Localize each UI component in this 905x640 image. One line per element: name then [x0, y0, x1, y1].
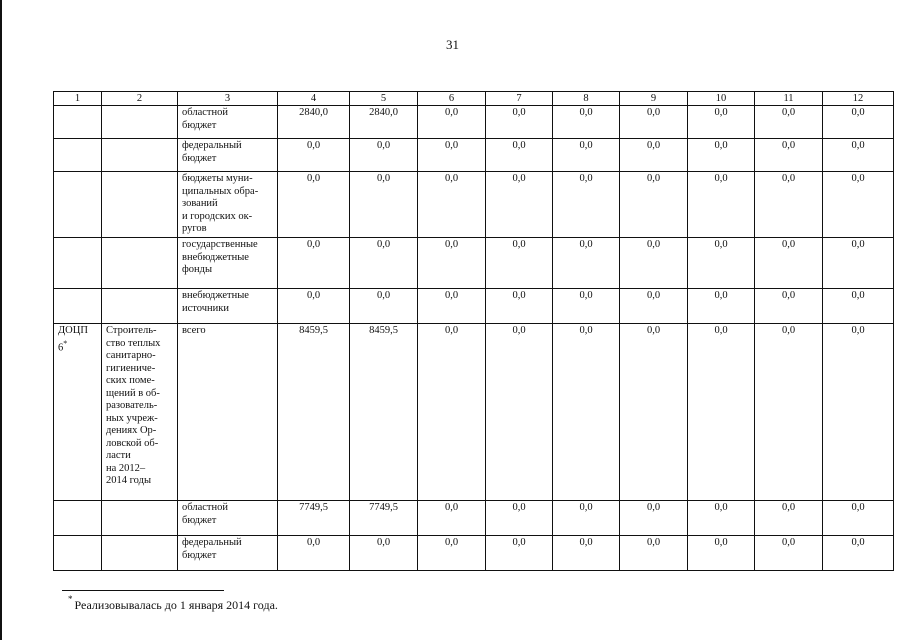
value-cell	[350, 501, 418, 536]
value-cell	[486, 139, 553, 172]
value-cell-text: 0,0	[512, 290, 526, 301]
value-cell	[350, 106, 418, 139]
value-cell-text: 0,0	[781, 107, 796, 118]
program-name-cell	[102, 172, 178, 238]
value-cell	[486, 324, 553, 501]
page-number: 31	[446, 37, 459, 52]
value-cell	[553, 106, 620, 139]
value-cell	[688, 172, 755, 238]
value-cell-text: 0,0	[646, 502, 661, 513]
program-name-cell-text: Строитель- ство теплых санитарно- гигиениче- ских поме- щений в об- разователь- ных учреж- дениях Ор- ловской об- ласти на 2012– 2014 годы	[106, 325, 161, 486]
value-cell	[278, 238, 350, 289]
value-cell	[620, 238, 688, 289]
value-cell	[553, 238, 620, 289]
column-header: 3	[178, 92, 278, 106]
value-cell	[823, 324, 894, 501]
value-cell-text: 0,0	[579, 140, 593, 151]
value-cell	[278, 501, 350, 536]
value-cell	[553, 139, 620, 172]
funding-source-cell	[178, 139, 278, 172]
column-header: 5	[350, 92, 418, 106]
value-cell	[688, 289, 755, 324]
value-cell	[553, 172, 620, 238]
value-cell-text: 0,0	[851, 502, 865, 513]
program-code-cell	[54, 536, 102, 571]
value-cell-text: 0,0	[714, 537, 728, 548]
value-cell-text: 0,0	[306, 239, 321, 250]
program-name-cell	[102, 536, 178, 571]
value-cell	[278, 106, 350, 139]
value-cell	[486, 172, 553, 238]
value-cell	[278, 536, 350, 571]
value-cell-text: 0,0	[646, 140, 661, 151]
value-cell	[418, 172, 486, 238]
column-header: 4	[278, 92, 350, 106]
funding-source-cell-text: всего	[182, 325, 206, 336]
value-cell	[688, 106, 755, 139]
column-header: 10	[688, 92, 755, 106]
value-cell	[755, 536, 823, 571]
value-cell-text: 0,0	[444, 502, 459, 513]
value-cell-text: 0,0	[512, 502, 526, 513]
value-cell-text: 0,0	[851, 107, 865, 118]
value-cell-text: 0,0	[781, 537, 796, 548]
value-cell-text: 8459,5	[369, 325, 398, 336]
value-cell	[823, 139, 894, 172]
column-header: 6	[418, 92, 486, 106]
table-header-row	[54, 92, 894, 106]
table-row	[54, 289, 894, 324]
funding-source-cell-text: государственные внебюджетные фонды	[182, 239, 258, 275]
value-cell-text: 0,0	[781, 239, 796, 250]
value-cell	[486, 289, 553, 324]
value-cell-text: 0,0	[444, 173, 459, 184]
funding-source-cell-text: областной бюджет	[182, 107, 228, 131]
value-cell	[688, 324, 755, 501]
value-cell-text: 0,0	[444, 107, 459, 118]
value-cell	[620, 172, 688, 238]
column-header: 1	[54, 92, 102, 106]
value-cell-text: 0,0	[851, 173, 865, 184]
value-cell-text: 0,0	[444, 290, 459, 301]
column-header: 8	[553, 92, 620, 106]
value-cell	[486, 238, 553, 289]
value-cell	[486, 501, 553, 536]
program-name-cell	[102, 289, 178, 324]
value-cell-text: 0,0	[376, 140, 391, 151]
program-code-cell	[54, 289, 102, 324]
value-cell	[553, 501, 620, 536]
value-cell-text: 0,0	[714, 290, 728, 301]
value-cell	[418, 536, 486, 571]
value-cell	[350, 238, 418, 289]
footnote-reference-marker: *	[63, 338, 68, 348]
value-cell-text: 0,0	[851, 290, 865, 301]
value-cell	[755, 289, 823, 324]
value-cell	[755, 172, 823, 238]
budget-table	[53, 91, 894, 571]
column-header: 9	[620, 92, 688, 106]
value-cell	[553, 324, 620, 501]
table-body	[54, 106, 894, 571]
value-cell	[755, 139, 823, 172]
funding-source-cell-text: внебюджетные источники	[182, 290, 249, 314]
value-cell-text: 0,0	[781, 290, 796, 301]
value-cell-text: 0,0	[512, 239, 526, 250]
value-cell-text: 0,0	[714, 239, 728, 250]
funding-source-cell	[178, 238, 278, 289]
table-row	[54, 324, 894, 501]
value-cell-text: 0,0	[444, 140, 459, 151]
footnote-text: Реализовывалась до 1 января 2014 года.	[74, 598, 278, 612]
program-name-cell	[102, 324, 178, 501]
value-cell-text: 0,0	[579, 325, 593, 336]
funding-source-cell	[178, 106, 278, 139]
table-row	[54, 172, 894, 238]
value-cell	[418, 501, 486, 536]
value-cell	[823, 238, 894, 289]
value-cell	[350, 536, 418, 571]
value-cell-text: 0,0	[376, 537, 391, 548]
value-cell	[620, 106, 688, 139]
program-code-cell	[54, 172, 102, 238]
value-cell	[620, 324, 688, 501]
value-cell-text: 0,0	[376, 239, 391, 250]
value-cell-text: 0,0	[444, 239, 459, 250]
value-cell-text: 0,0	[512, 325, 526, 336]
value-cell-text: 0,0	[781, 140, 796, 151]
value-cell-text: 0,0	[376, 173, 391, 184]
footnote	[68, 596, 278, 613]
value-cell-text: 0,0	[579, 537, 593, 548]
value-cell	[688, 238, 755, 289]
value-cell-text: 0,0	[851, 140, 865, 151]
program-name-cell	[102, 238, 178, 289]
footnote-divider	[62, 590, 224, 591]
value-cell	[620, 139, 688, 172]
table-row	[54, 139, 894, 172]
page-edge-line	[0, 0, 2, 640]
value-cell-text: 0,0	[306, 140, 321, 151]
value-cell	[418, 139, 486, 172]
program-code-cell	[54, 139, 102, 172]
value-cell	[278, 324, 350, 501]
value-cell	[418, 289, 486, 324]
value-cell	[350, 289, 418, 324]
program-code-cell	[54, 238, 102, 289]
value-cell	[755, 238, 823, 289]
table-row	[54, 106, 894, 139]
value-cell-text: 0,0	[444, 537, 459, 548]
funding-source-cell	[178, 501, 278, 536]
value-cell-text: 0,0	[376, 290, 391, 301]
funding-source-cell	[178, 172, 278, 238]
value-cell-text: 2840,0	[369, 107, 398, 118]
value-cell	[418, 324, 486, 501]
program-name-cell	[102, 501, 178, 536]
program-code-cell	[54, 324, 102, 501]
value-cell-text: 0,0	[646, 107, 661, 118]
program-code-cell-text: ДОЦП 6*	[58, 325, 88, 353]
value-cell	[278, 289, 350, 324]
value-cell-text: 0,0	[781, 502, 796, 513]
value-cell-text: 0,0	[646, 290, 661, 301]
column-header: 11	[755, 92, 823, 106]
value-cell	[350, 139, 418, 172]
footnote-marker: *	[68, 594, 73, 604]
value-cell	[688, 536, 755, 571]
value-cell	[553, 289, 620, 324]
funding-source-cell-text: бюджеты муни- ципальных обра- зований и городских ок- ругов	[182, 173, 259, 234]
value-cell-text: 0,0	[306, 173, 321, 184]
value-cell-text: 0,0	[781, 173, 796, 184]
value-cell	[823, 289, 894, 324]
column-header: 12	[823, 92, 894, 106]
value-cell	[278, 172, 350, 238]
value-cell-text: 0,0	[851, 239, 865, 250]
value-cell-text: 0,0	[646, 173, 661, 184]
program-code-cell	[54, 106, 102, 139]
value-cell-text: 0,0	[714, 325, 728, 336]
funding-source-cell-text: федеральный бюджет	[182, 537, 242, 561]
value-cell-text: 2840,0	[299, 107, 328, 118]
value-cell-text: 0,0	[714, 107, 728, 118]
value-cell-text: 0,0	[306, 290, 321, 301]
value-cell-text: 7749,5	[299, 502, 328, 513]
value-cell-text: 7749,5	[369, 502, 398, 513]
value-cell	[418, 106, 486, 139]
value-cell-text: 0,0	[646, 239, 661, 250]
value-cell	[620, 501, 688, 536]
value-cell	[418, 238, 486, 289]
funding-source-cell	[178, 536, 278, 571]
value-cell	[823, 501, 894, 536]
value-cell	[350, 172, 418, 238]
value-cell-text: 0,0	[579, 290, 593, 301]
value-cell	[553, 536, 620, 571]
value-cell-text: 0,0	[579, 173, 593, 184]
program-name-cell	[102, 106, 178, 139]
value-cell	[486, 536, 553, 571]
table-row	[54, 501, 894, 536]
value-cell	[823, 536, 894, 571]
value-cell	[755, 106, 823, 139]
value-cell-text: 0,0	[512, 173, 526, 184]
value-cell-text: 0,0	[781, 325, 796, 336]
value-cell	[620, 536, 688, 571]
value-cell	[823, 106, 894, 139]
funding-source-cell-text: областной бюджет	[182, 502, 228, 526]
value-cell-text: 0,0	[512, 140, 526, 151]
funding-source-cell-text: федеральный бюджет	[182, 140, 242, 164]
funding-source-cell	[178, 324, 278, 501]
value-cell-text: 8459,5	[299, 325, 328, 336]
value-cell	[278, 139, 350, 172]
value-cell-text: 0,0	[714, 502, 728, 513]
value-cell-text: 0,0	[512, 537, 526, 548]
value-cell-text: 0,0	[646, 325, 661, 336]
column-header: 7	[486, 92, 553, 106]
funding-source-cell	[178, 289, 278, 324]
value-cell-text: 0,0	[851, 325, 865, 336]
value-cell-text: 0,0	[646, 537, 661, 548]
value-cell-text: 0,0	[512, 107, 526, 118]
value-cell-text: 0,0	[306, 537, 321, 548]
value-cell-text: 0,0	[851, 537, 865, 548]
value-cell	[688, 139, 755, 172]
value-cell	[350, 324, 418, 501]
value-cell	[688, 501, 755, 536]
value-cell	[823, 172, 894, 238]
value-cell-text: 0,0	[714, 140, 728, 151]
value-cell	[620, 289, 688, 324]
value-cell	[755, 501, 823, 536]
value-cell-text: 0,0	[579, 239, 593, 250]
value-cell-text: 0,0	[579, 107, 593, 118]
table-row	[54, 536, 894, 571]
value-cell	[755, 324, 823, 501]
value-cell-text: 0,0	[579, 502, 593, 513]
program-code-cell	[54, 501, 102, 536]
value-cell-text: 0,0	[444, 325, 459, 336]
value-cell	[486, 106, 553, 139]
table-row	[54, 238, 894, 289]
column-header: 2	[102, 92, 178, 106]
value-cell-text: 0,0	[714, 173, 728, 184]
program-name-cell	[102, 139, 178, 172]
